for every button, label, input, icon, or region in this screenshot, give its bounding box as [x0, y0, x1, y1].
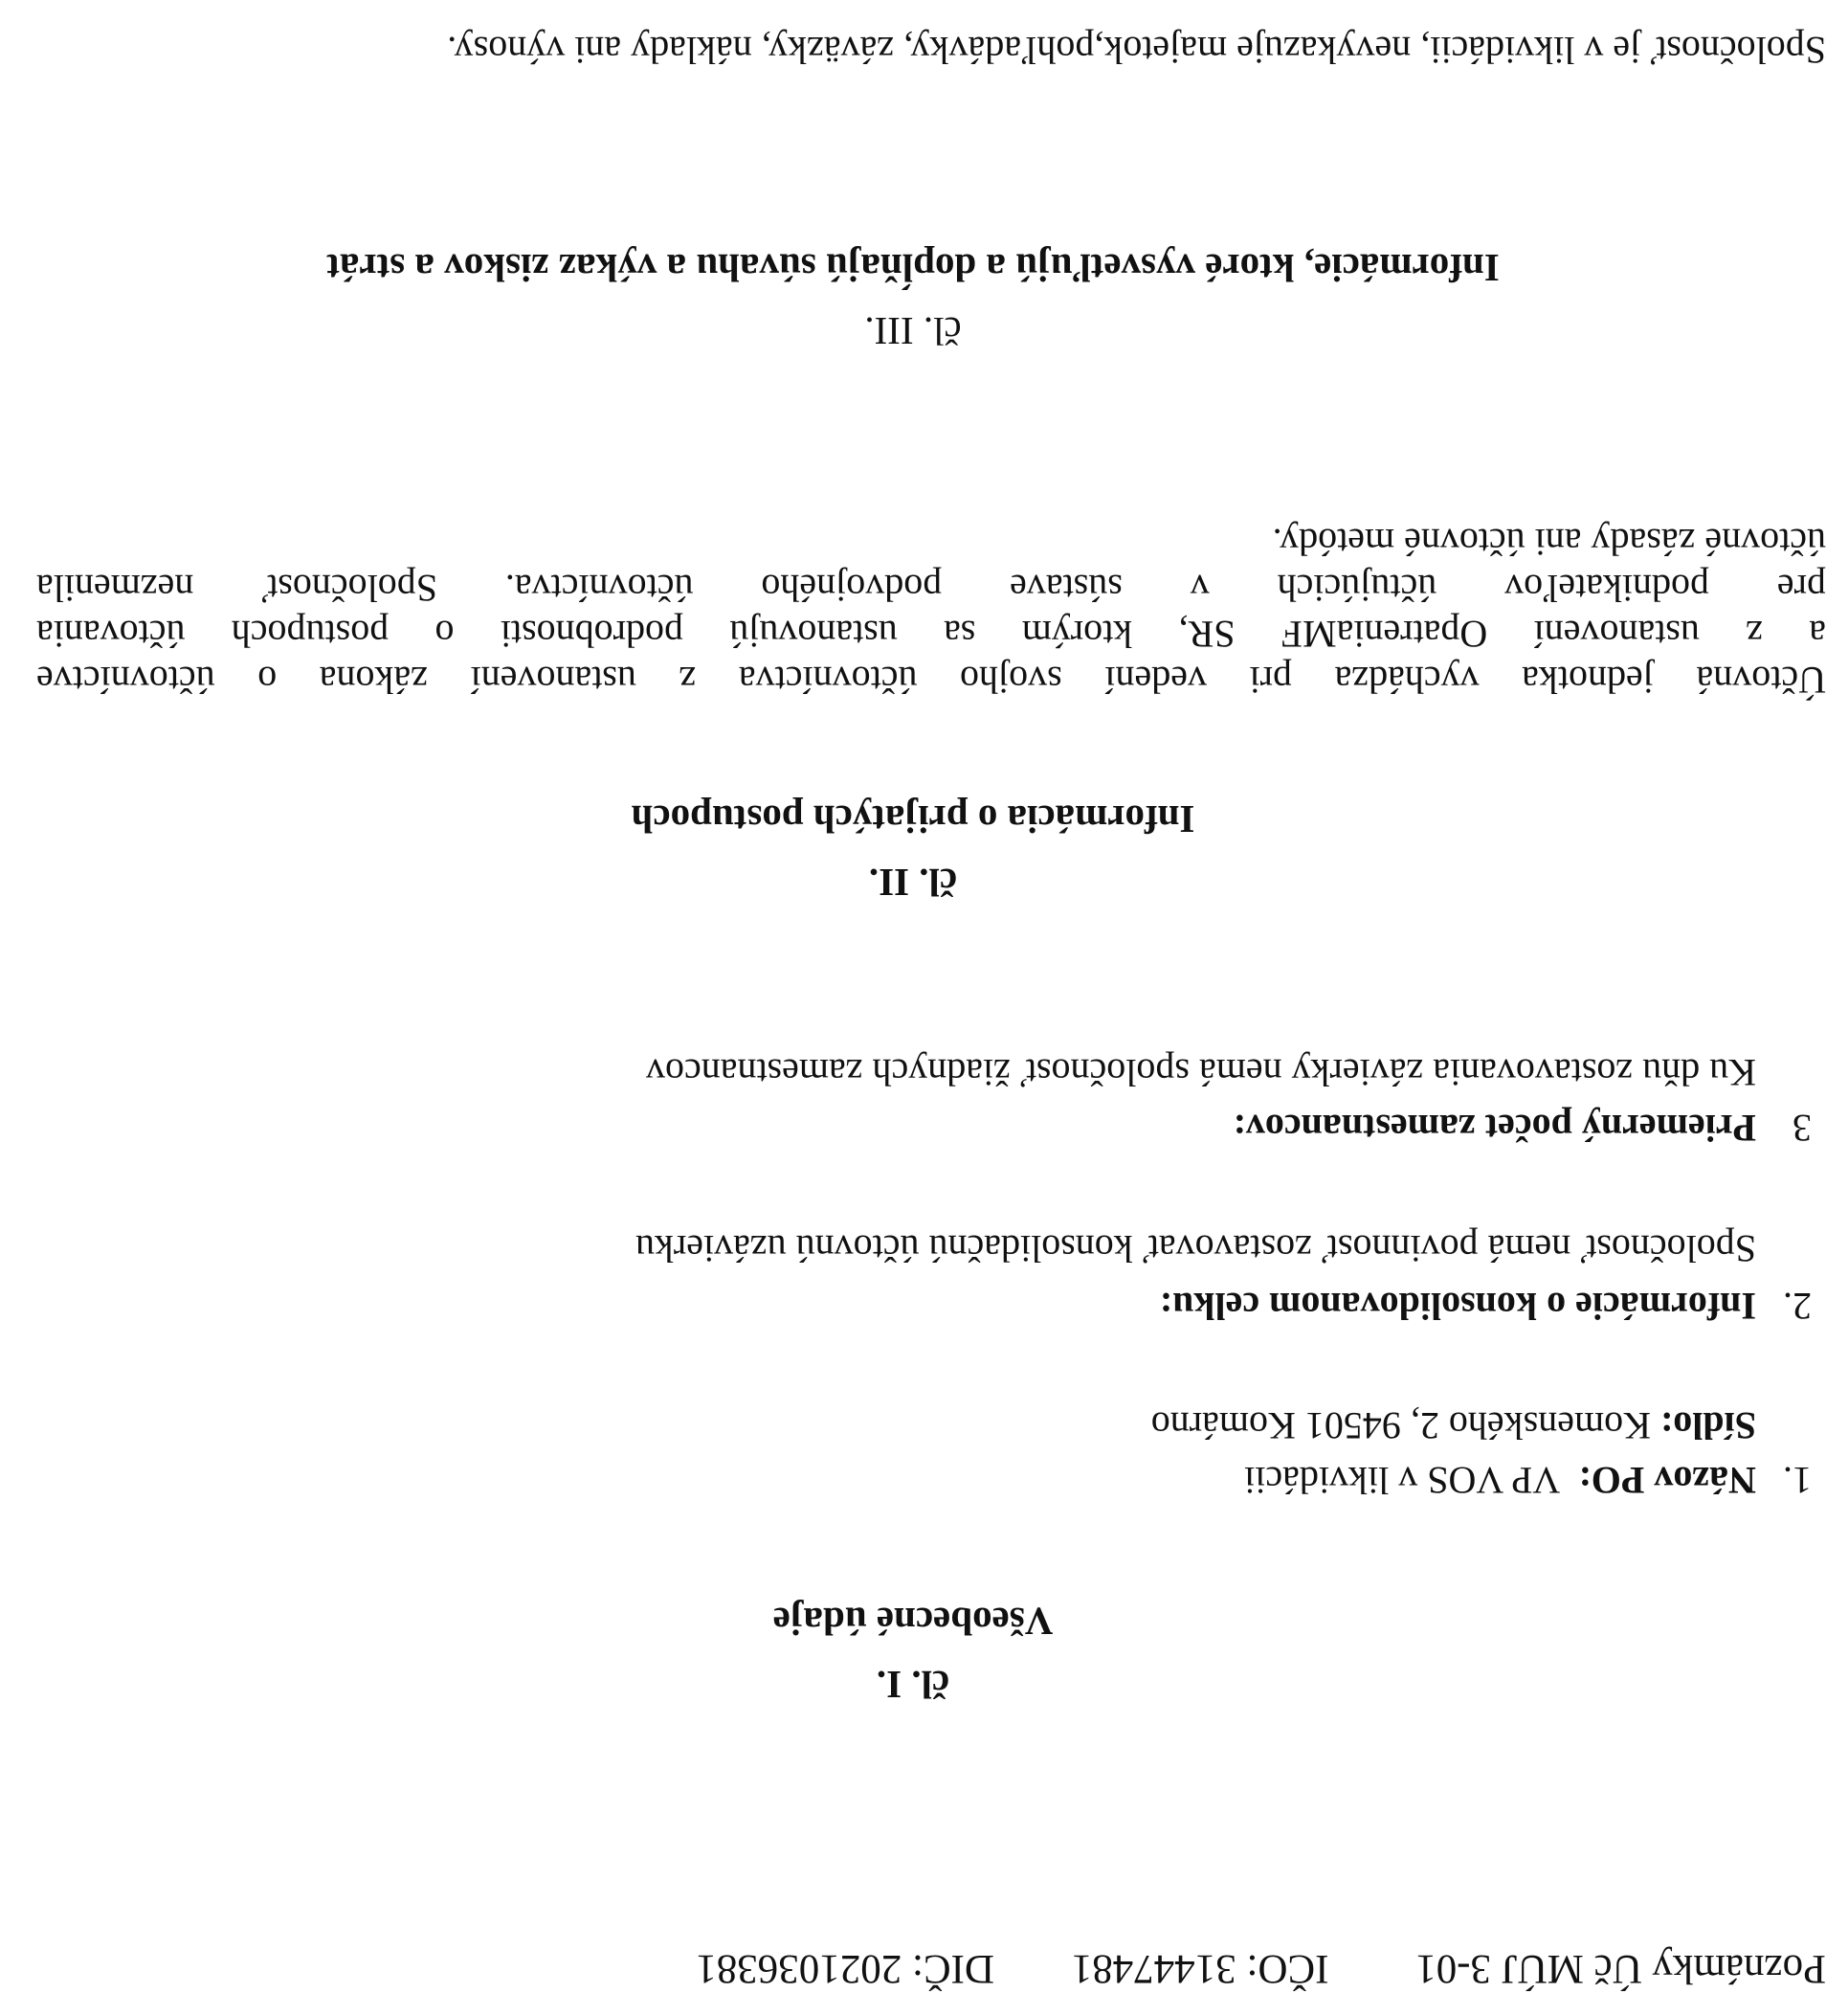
section-2-title: Informácia o prijatých postupoch: [631, 797, 1195, 841]
item-1-sub-value: Komenského 2, 94501 Komárno: [1150, 1404, 1651, 1447]
item-3: [1234, 1105, 1812, 1151]
item-3-label: Priemerný počet zamestnancov:: [1233, 1107, 1756, 1150]
item-1-address: [1151, 1402, 1756, 1448]
section-2-number: čl. II.: [868, 861, 958, 905]
item-2-text: Spoločnosť nemá povinnosť zostavovať konsolidačnú účtovnú uzávierku: [635, 1227, 1756, 1270]
section-2-line: a z ustanovení OpatreniaMF SR, ktorým sa ustanovujú podrobnosti o postupoch účtovania: [36, 613, 1826, 656]
section-2-line: účtovné zásady ani účtovné metódy.: [1272, 521, 1826, 564]
document-header: [696, 1945, 1826, 1991]
section-1-title: Všeobecné údaje: [772, 1600, 1054, 1644]
ico-number: IČO: 31447481: [1071, 1946, 1329, 1991]
item-1-label: Názov PO:: [1578, 1459, 1756, 1502]
item-1-value: VP VOS v likvidácii: [1244, 1459, 1561, 1502]
item-1-number: 1.: [1783, 1459, 1812, 1502]
item-3-text: Ku dňu zostavovania závierky nemá spoločnosť žiadnych zamestnancov: [645, 1051, 1756, 1094]
section-3-title: Informácie, ktoré vysvetľujú a dopĺňajú súvahu a výkaz ziskov a strát: [326, 246, 1500, 290]
document-code: Poznámky Úč MÚJ 3-01: [1415, 1946, 1826, 1991]
section-2-paragraph: [36, 519, 1826, 703]
item-2: [1160, 1283, 1812, 1329]
section-1-number: čl. I.: [876, 1663, 950, 1707]
item-1-sub-label: Sídlo:: [1659, 1404, 1756, 1447]
section-3-text: Spoločnosť je v likvidácii, nevykazuje majetok,pohľadávky, záväzky, náklady ani výnosy.: [447, 29, 1826, 72]
item-2-label: Informácie o konsolidovanom celku:: [1159, 1285, 1756, 1328]
section-3-number: čl. III.: [864, 309, 962, 353]
item-2-number: 2.: [1783, 1285, 1812, 1328]
item-3-number: 3: [1793, 1107, 1812, 1150]
section-2-line: Účtovná jednotka vychádza pri vedení svojho účtovníctva z ustanovení zákona o účtovníctve: [36, 659, 1826, 702]
item-1: [1244, 1457, 1812, 1503]
dic-number: DIČ: 2021036381: [696, 1946, 994, 1991]
section-2-line: pre podnikateľov účtujúcich v sústave podvojného účtovníctva. Spoločnosť nezmenila: [36, 567, 1826, 610]
